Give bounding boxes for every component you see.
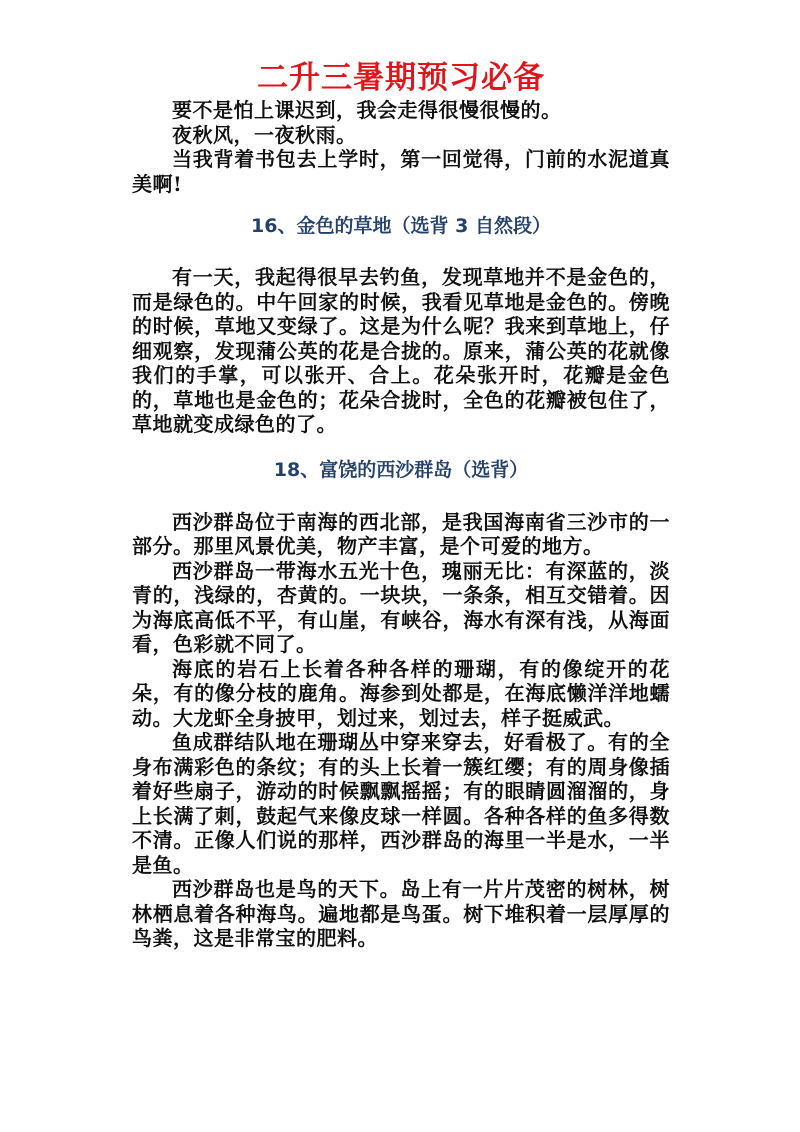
section-18-paragraph: 西沙群岛也是鸟的天下。岛上有一片片茂密的树林，树林栖息着各种海鸟。遍地都是鸟蛋。树下堆积着一层厚厚的鸟粪，这是非常宝的肥料。 xyxy=(132,877,670,950)
section-18-paragraph: 西沙群岛一带海水五光十色，瑰丽无比：有深蓝的，淡青的，浅绿的，杏黄的。一块块，一条条，相互交错着。因为海底高低不平，有山崖，有峡谷，海水有深有浅，从海面看，色彩就不同了。 xyxy=(132,558,670,656)
intro-line: 夜秋风，一夜秋雨。 xyxy=(172,122,357,147)
section-18-paragraph: 西沙群岛位于南海的西北部，是我国海南省三沙市的一部分。那里风景优美，物产丰富，是个可爱的地方。 xyxy=(132,509,670,558)
section-heading-16: 16、金色的草地（选背 3 自然段） xyxy=(251,215,551,237)
section-18-paragraph: 海底的岩石上长着各种各样的珊瑚，有的像绽开的花朵，有的像分枝的鹿角。海参到处都是，在海底懒洋洋地蠕动。大龙虾全身披甲，划过来，划过去，样子挺威武。 xyxy=(132,656,670,730)
intro-line: 当我背着书包去上学时，第一回觉得，门前的水泥道真美啊! xyxy=(132,147,670,196)
section-heading-18: 18、富饶的西沙群岛（选背） xyxy=(273,458,529,481)
section-18-paragraph: 鱼成群结队地在珊瑚丛中穿来穿去，好看极了。有的全身布满彩色的条纹；有的头上长着一簇红缨；有的周身像插着好些扇子，游动的时候飘飘摇摇；有的眼睛圆溜溜的，身上长满了刺，鼓起气来像皮球一样圆。各种各样的鱼多得数不清。正像人们说的那样，西沙群岛的海里一半是水，一半是鱼。 xyxy=(132,730,670,877)
section-16-paragraph: 有一天，我起得很早去钓鱼，发现草地并不是金色的，而是绿色的。中午回家的时候，我看见草地是金色的。傍晚的时候，草地又变绿了。这是为什么呢？我来到草地上，仔细观察，发现蒲公英的花是合拢的。原来，蒲公英的花就像我们的手掌，可以张开、合上。花朵张开时，花瓣是金色的，草地也是金色的；花朵合拢时，全色的花瓣被包住了，草地就变成绿色的了。 xyxy=(132,265,670,436)
document-title: 二升三暑期预习必备 xyxy=(257,60,545,96)
intro-line: 要不是怕上课迟到，我会走得很慢很慢的。 xyxy=(172,98,562,122)
document-page xyxy=(132,60,670,951)
